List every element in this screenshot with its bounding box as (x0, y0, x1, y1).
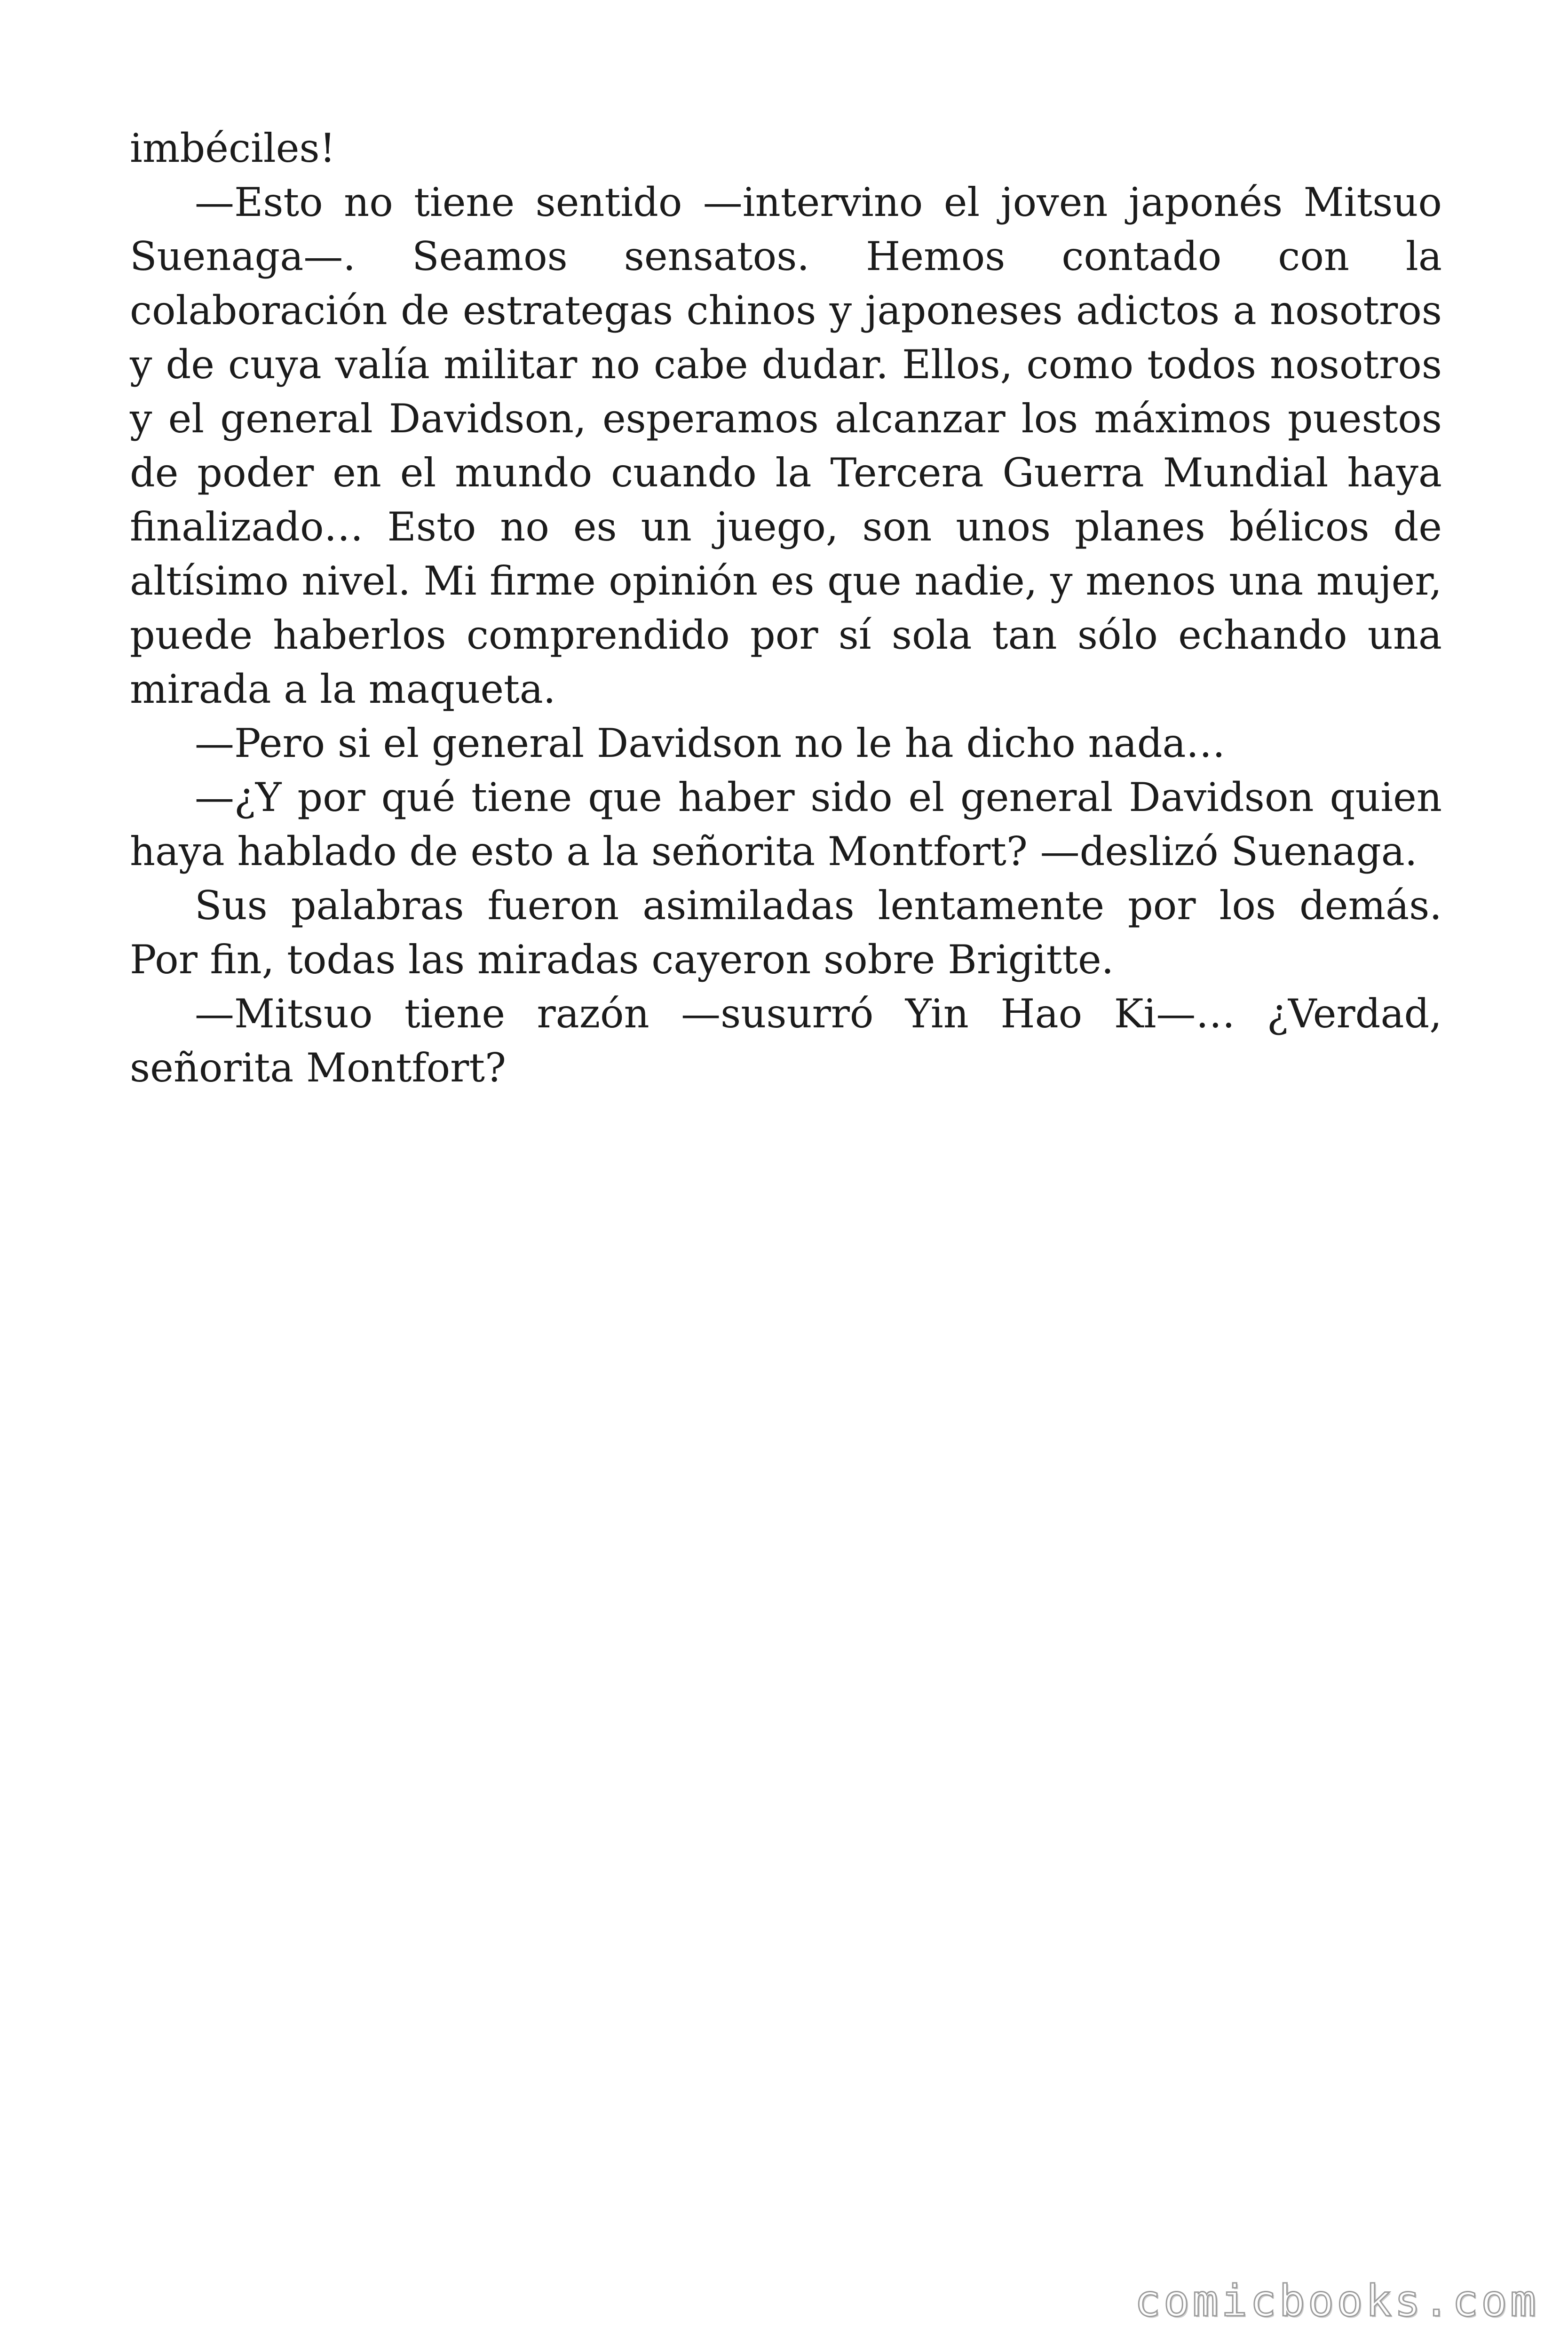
paragraph-2: —Esto no tiene sentido —intervino el joven japonés Mitsuo Suenaga—. Seamos sensatos. Hemos contado con la colaboración de estrategas chinos y japoneses adictos a nosotros y de cuya valía militar no cabe dudar. Ellos, como todos nosotros y el general Davidson, esperamos alcanzar los máximos puestos de poder en el mundo cuando la Tercera Guerra Mundial haya finalizado… Esto no es un juego, son unos planes bélicos de altísimo nivel. Mi firme opinión es que nadie, y menos una mujer, puede haberlos comprendido por sí sola tan sólo echando una mirada a la maqueta. (130, 179, 1442, 712)
paragraph-1: imbéciles! (130, 125, 336, 171)
paragraph-5: Sus palabras fueron asimiladas lentamente por los demás. Por fin, todas las miradas cayeron sobre Brigitte. (130, 882, 1442, 983)
page-text (130, 121, 1442, 1095)
paragraph-4: —¿Y por qué tiene que haber sido el general Davidson quien haya hablado de esto a la señorita Montfort? —deslizó Suenaga. (130, 774, 1442, 874)
paragraph-3: —Pero si el general Davidson no le ha dicho nada… (195, 720, 1226, 766)
watermark-logo: comicbooks.com (1134, 2276, 1539, 2326)
paragraph-6: —Mitsuo tiene razón —susurró Yin Hao Ki—… ¿Verdad, señorita Montfort? (130, 991, 1442, 1091)
